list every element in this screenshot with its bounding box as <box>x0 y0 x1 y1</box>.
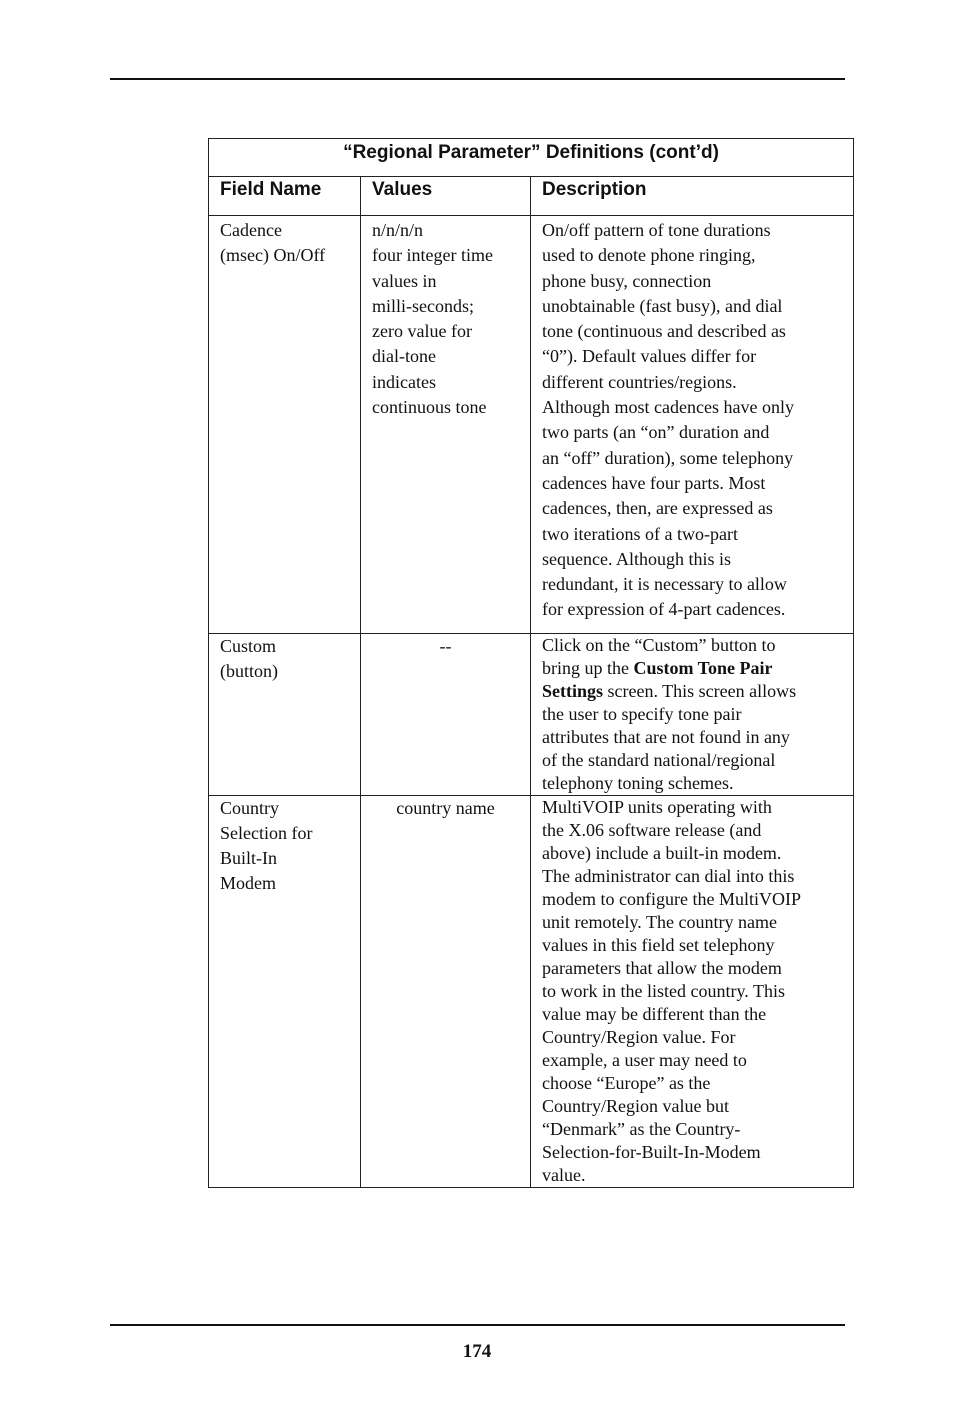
field-name-line: Cadence <box>220 220 282 240</box>
description-line: for expression of 4-part cadences. <box>542 599 786 620</box>
values-cell <box>361 216 531 634</box>
field-name-line: Selection for <box>220 823 313 843</box>
values-line: continuous tone <box>372 397 487 418</box>
description-line: cadences, then, are expressed as <box>542 498 773 519</box>
description-line: cadences have four parts. Most <box>542 472 766 493</box>
description-line: modem to configure the MultiVOIP <box>542 889 801 909</box>
field-name-line: Built-In <box>220 848 277 868</box>
description-text: bring up the <box>542 658 634 678</box>
description-line: different countries/regions. <box>542 371 737 392</box>
description-line: used to denote phone ringing, <box>542 245 756 266</box>
description-line: telephony toning schemes. <box>542 773 734 793</box>
values-cell: -- <box>361 634 531 796</box>
field-name-cell <box>209 796 361 1188</box>
field-name-cell <box>209 216 361 634</box>
description-line: to work in the listed country. This <box>542 981 785 1001</box>
description-line: The administrator can dial into this <box>542 866 795 886</box>
description-line: value may be different than the <box>542 1004 767 1024</box>
description-cell <box>531 634 854 796</box>
screen-name-bold: Custom Tone Pair <box>633 658 773 678</box>
column-header-description: Description <box>531 177 854 216</box>
page-number: 174 <box>462 1341 492 1362</box>
description-line <box>542 680 847 703</box>
footer-rule <box>110 1324 845 1326</box>
description-line: MultiVOIP units operating with <box>542 797 772 817</box>
field-name-line: Country <box>220 798 280 818</box>
description-line: unit remotely. The country name <box>542 912 777 932</box>
values-line: zero value for <box>372 321 472 342</box>
values-line: values in <box>372 270 437 291</box>
description-line: On/off pattern of tone durations <box>542 220 771 240</box>
description-line: Click on the “Custom” button to <box>542 635 776 655</box>
values-line: indicates <box>372 371 436 392</box>
description-line: of the standard national/regional <box>542 750 776 770</box>
field-name-line: Custom <box>220 636 277 656</box>
field-name-cell <box>209 634 361 796</box>
description-line: parameters that allow the modem <box>542 958 782 978</box>
regional-parameter-definitions-table <box>208 138 854 1188</box>
description-cell <box>531 216 854 634</box>
description-line: attributes that are not found in any <box>542 727 790 747</box>
values-line: n/n/n/n <box>372 220 424 240</box>
table-title: “Regional Parameter” Definitions (cont’d) <box>209 139 854 177</box>
screen-name-bold: Settings <box>542 681 604 701</box>
description-line: Selection-for-Built-In-Modem <box>542 1142 761 1162</box>
column-header-values: Values <box>361 177 531 216</box>
column-header-field-name: Field Name <box>209 177 361 216</box>
description-line: redundant, it is necessary to allow <box>542 574 787 595</box>
description-line: unobtainable (fast busy), and dial <box>542 295 783 316</box>
description-line: choose “Europe” as the <box>542 1073 711 1093</box>
description-line: “Denmark” as the Country- <box>542 1119 741 1139</box>
description-line: tone (continuous and described as <box>542 321 786 342</box>
description-line: two iterations of a two-part <box>542 523 738 544</box>
values-line: dial-tone <box>372 346 436 367</box>
description-line: two parts (an “on” duration and <box>542 422 770 443</box>
description-line: “0”). Default values differ for <box>542 346 757 367</box>
description-line: Although most cadences have only <box>542 397 794 418</box>
field-name-line: (msec) On/Off <box>220 245 326 266</box>
values-line: milli-seconds; <box>372 295 474 316</box>
table-row <box>209 796 854 1188</box>
values-cell: country name <box>361 796 531 1188</box>
description-line: the X.06 software release (and <box>542 820 762 840</box>
header-rule <box>110 78 845 80</box>
description-line: an “off” duration), some telephony <box>542 447 794 468</box>
description-line <box>542 657 847 680</box>
description-line: above) include a built-in modem. <box>542 843 782 863</box>
table-row <box>209 634 854 796</box>
description-line: Country/Region value but <box>542 1096 729 1116</box>
description-line: example, a user may need to <box>542 1050 747 1070</box>
description-text: screen. This screen allows <box>603 681 797 701</box>
description-line: phone busy, connection <box>542 270 712 291</box>
description-line: Country/Region value. For <box>542 1027 736 1047</box>
description-line: value. <box>542 1165 586 1185</box>
values-line: four integer time <box>372 245 493 266</box>
field-name-line: Modem <box>220 873 276 893</box>
description-line: the user to specify tone pair <box>542 704 742 724</box>
description-cell <box>531 796 854 1188</box>
table-row <box>209 216 854 634</box>
field-name-line: (button) <box>220 661 278 681</box>
description-line: sequence. Although this is <box>542 548 731 569</box>
description-line: values in this field set telephony <box>542 935 775 955</box>
